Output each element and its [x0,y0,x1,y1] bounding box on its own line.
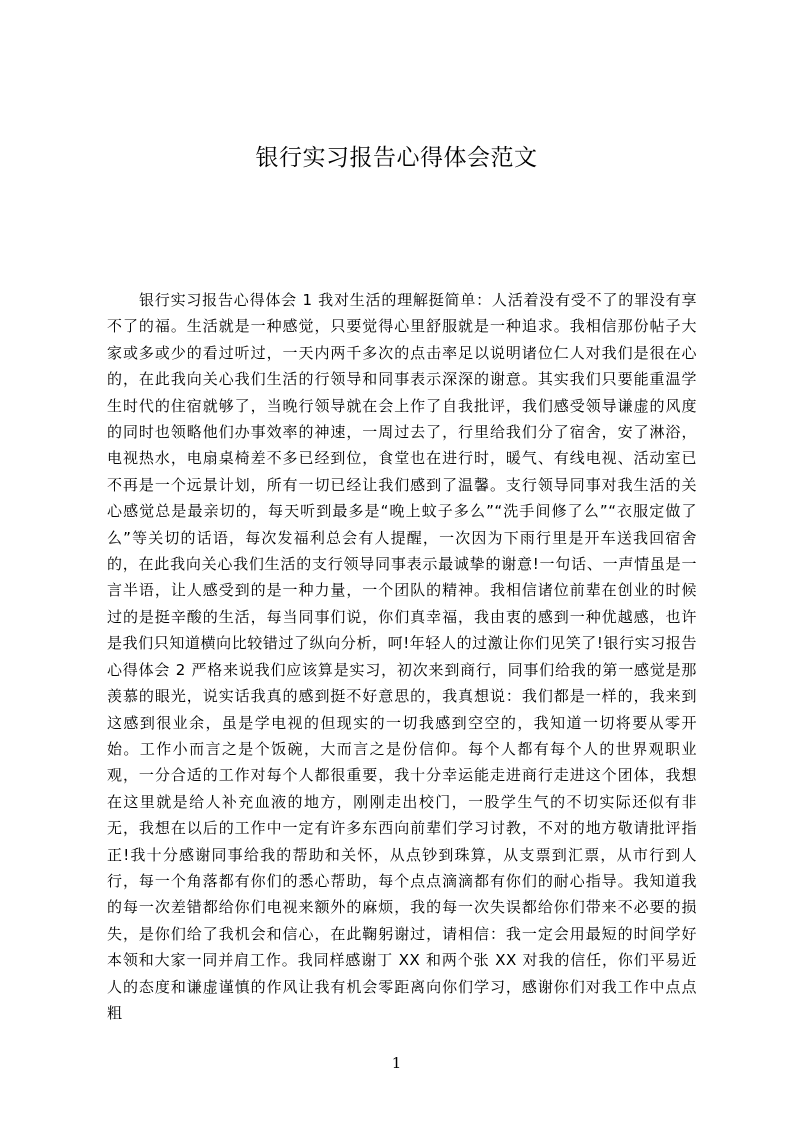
document-body-paragraph: 银行实习报告心得体会 1 我对生活的理解挺简单：人活着没有受不了的罪没有享不了的福。生活就是一种感觉，只要觉得心里舒服就是一种追求。我相信那份帖子大家或多或少的看过听过，一天内两千多次的点击率足以说明诸位仁人对我们是很在心的，在此我向关心我们生活的行领导和同事表示深深的谢意。其实我们只要能重温学生时代的住宿就够了，当晚行领导就在会上作了自我批评，我们感受领导谦虚的风度的同时也领略他们办事效率的神速，一周过去了，行里给我们分了宿舍，安了淋浴，电视热水，电扇桌椅差不多已经到位，食堂也在进行时，暖气、有线电视、活动室已不再是一个远景计划，所有一切已经让我们感到了温馨。支行领导同事对我生活的关心感觉总是最亲切的，每天听到最多是“晚上蚊子多么”“洗手间修了么”“衣服定做了么”等关切的话语，每次发福利总会有人提醒，一次因为下雨行里是开车送我回宿舍的，在此我向关心我们生活的支行领导同事表示最诚挚的谢意!一句话、一声情虽是一言半语，让人感受到的是一种力量，一个团队的精神。我相信诸位前辈在创业的时候过的是挺辛酸的生活，每当同事们说，你们真幸福，我由衷的感到一种优越感，也许是我们只知道横向比较错过了纵向分析，呵!年轻人的过激让你们见笑了!银行实习报告心得体会 2 严格来说我们应该算是实习，初次来到商行，同事们给我的第一感觉是那羡慕的眼光，说实话我真的感到挺不好意思的，我真想说：我们都是一样的，我来到这感到很业余，虽是学电视的但现实的一切我感到空空的，我知道一切将要从零开始。工作小而言之是个饭碗，大而言之是份信仰。每个人都有每个人的世界观职业观，一分合适的工作对每个人都很重要，我十分幸运能走进商行走进这个团体，我想在这里就是给人补充血液的地方，刚刚走出校门，一股学生气的不切实际还似有非无，我想在以后的工作中一定有许多东西向前辈们学习讨教，不对的地方敬请批评指正!我十分感谢同事给我的帮助和关怀，从点钞到珠算，从支票到汇票，从市行到人行，每一个角落都有你们的悉心帮助，每个点点滴滴都有你们的耐心指导。我知道我的每一次差错都给你们电视来额外的麻烦，我的每一次失误都给你们带来不必要的损失，是你们给了我机会和信心，在此鞠躬谢过，请相信：我一定会用最短的时间学好本领和大家一同并肩工作。我同样感谢丁 XX 和两个张 XX 对我的信任，你们平易近人的态度和谦虚谨慎的作风让我有机会零距离向你们学习，感谢你们对我工作中点点粗 [107,291,697,1022]
page-number: 1 [391,1054,402,1072]
document-title: 银行实习报告心得体会范文 [255,145,538,171]
